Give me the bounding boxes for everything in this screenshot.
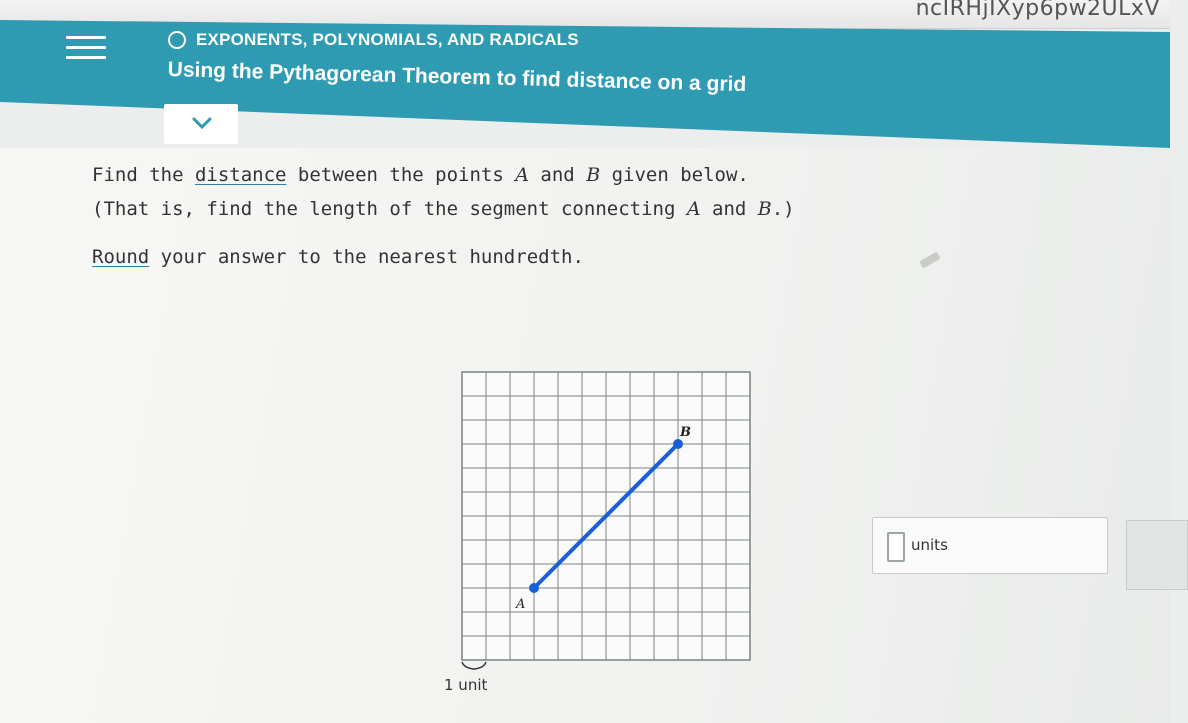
text-segment: your answer to the nearest hundredth.: [149, 246, 584, 268]
scale-label: 1 unit: [444, 676, 488, 694]
url-text: ncIRHjIXyp6pw2ULxV: [915, 0, 1160, 21]
point-b-label: B: [680, 425, 691, 440]
point-a-var: A: [686, 198, 701, 220]
text-segment: (That is, find the length of the segment connecting: [92, 198, 687, 220]
text-segment: and: [700, 198, 758, 220]
point-a-var: A: [515, 164, 529, 186]
units-label: units: [911, 536, 948, 554]
round-link[interactable]: Round: [92, 246, 150, 268]
point-b-dot: [673, 439, 683, 449]
chevron-down-icon: [192, 116, 212, 130]
answer-box: [872, 517, 1108, 574]
topic-label: EXPONENTS, POLYNOMIALS, AND RADICALS: [196, 30, 579, 49]
text-segment: .): [771, 198, 795, 220]
scale-brace: [462, 662, 486, 669]
side-panel-edge: [1126, 520, 1188, 590]
hamburger-menu-icon[interactable]: [66, 36, 106, 62]
point-b-var: B: [586, 164, 601, 186]
text-segment: and: [528, 164, 587, 186]
text-segment: given below.: [600, 164, 749, 186]
question-text: [92, 158, 852, 274]
text-segment: Find the: [92, 164, 195, 186]
point-b-var: B: [757, 198, 772, 220]
text-segment: between the points: [286, 164, 516, 186]
question-line-3: [92, 240, 852, 274]
distance-link[interactable]: distance: [194, 164, 287, 186]
answer-input[interactable]: [887, 532, 905, 562]
topic-status-icon: [168, 31, 186, 49]
question-line-2: [92, 192, 852, 226]
question-line-1: [92, 158, 852, 192]
grid-svg: [444, 366, 778, 696]
point-a-dot: [529, 583, 539, 593]
coordinate-grid: [444, 366, 778, 700]
point-a-label: A: [516, 597, 526, 612]
collapse-toggle-button[interactable]: [164, 104, 238, 144]
topic-row: [168, 30, 579, 50]
lesson-title: Using the Pythagorean Theorem to find distance on a grid: [167, 58, 747, 97]
